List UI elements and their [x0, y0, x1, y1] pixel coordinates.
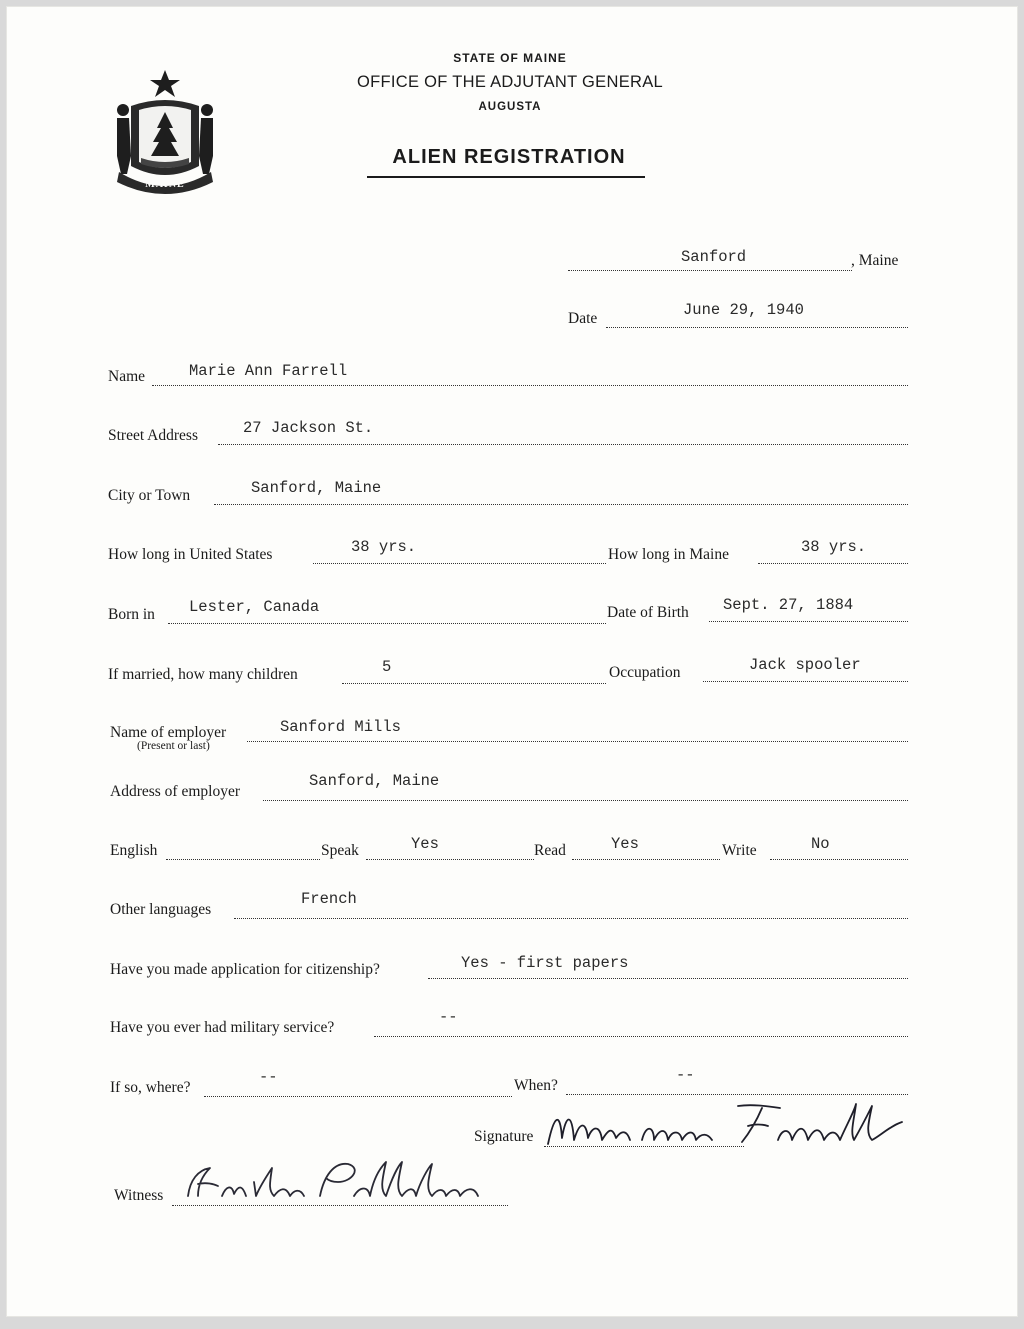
employer-value: Sanford Mills	[280, 718, 401, 736]
children-value: 5	[382, 658, 392, 676]
when-label: When?	[514, 1077, 558, 1094]
city-label: City or Town	[108, 487, 191, 504]
military-label: Have you ever had military service?	[110, 1019, 335, 1036]
city-heading: AUGUSTA	[478, 101, 542, 113]
date-value: June 29, 1940	[683, 301, 804, 319]
occupation-value: Jack spooler	[749, 656, 861, 674]
occupation-label: Occupation	[609, 664, 681, 681]
citizenship-value: Yes - first papers	[461, 954, 629, 972]
place-line	[568, 270, 852, 271]
witness-label: Witness	[114, 1187, 164, 1204]
speak-label: Speak	[321, 842, 359, 859]
signature-line	[544, 1146, 744, 1147]
when-value: --	[676, 1066, 695, 1084]
street-address-label: Street Address	[108, 427, 198, 444]
place-value: Sanford	[681, 248, 747, 266]
speak-line	[366, 859, 534, 860]
title-underline	[367, 176, 645, 178]
where-value: --	[259, 1068, 278, 1086]
name-value: Marie Ann Farrell	[189, 362, 348, 380]
other-languages-value: French	[301, 890, 357, 908]
office-heading: OFFICE OF THE ADJUTANT GENERAL	[356, 73, 664, 91]
signature-label: Signature	[474, 1128, 534, 1145]
state-seal-icon	[109, 66, 221, 194]
children-line	[342, 683, 606, 684]
citizenship-line	[428, 978, 908, 979]
name-label: Name	[108, 368, 146, 385]
how-long-us-value: 38 yrs.	[351, 538, 417, 556]
military-line	[374, 1036, 908, 1037]
employer-address-value: Sanford, Maine	[309, 772, 440, 790]
city-line	[214, 504, 908, 505]
witness-handwriting	[176, 1152, 516, 1206]
write-label: Write	[722, 842, 757, 859]
how-long-us-line	[313, 563, 606, 564]
other-languages-line	[234, 918, 908, 919]
employer-line	[247, 741, 908, 742]
born-in-line	[168, 623, 606, 624]
dob-line	[709, 621, 908, 622]
read-value: Yes	[611, 835, 639, 853]
dob-value: Sept. 27, 1884	[723, 596, 854, 614]
street-address-value: 27 Jackson St.	[243, 419, 374, 437]
dob-label: Date of Birth	[607, 604, 689, 621]
form-title: ALIEN REGISTRATION	[392, 146, 626, 168]
how-long-maine-value: 38 yrs.	[801, 538, 867, 556]
employer-address-label: Address of employer	[110, 783, 240, 800]
witness-line	[172, 1205, 508, 1206]
citizenship-label: Have you made application for citizenship?	[110, 961, 380, 978]
other-languages-label: Other languages	[110, 901, 212, 918]
children-label: If married, how many children	[108, 666, 298, 683]
write-value: No	[811, 835, 830, 853]
read-label: Read	[534, 842, 566, 859]
name-line	[152, 385, 908, 386]
write-line	[770, 859, 908, 860]
seal-text: MAINE	[145, 179, 185, 190]
signature-handwriting	[542, 1096, 922, 1156]
employer-sublabel: (Present or last)	[137, 740, 210, 752]
where-label: If so, where?	[110, 1079, 191, 1096]
employer-label: Name of employer	[110, 724, 227, 741]
city-value: Sanford, Maine	[251, 479, 382, 497]
when-line	[566, 1094, 908, 1095]
date-line	[606, 327, 908, 328]
date-label: Date	[568, 310, 598, 327]
occupation-line	[703, 681, 908, 682]
speak-value: Yes	[411, 835, 439, 853]
place-suffix: , Maine	[851, 252, 899, 269]
born-in-value: Lester, Canada	[189, 598, 320, 616]
how-long-maine-line	[758, 563, 908, 564]
how-long-maine-label: How long in Maine	[608, 546, 729, 563]
how-long-us-label: How long in United States	[108, 546, 273, 563]
state-heading: STATE OF MAINE	[453, 51, 567, 65]
read-line	[572, 859, 720, 860]
military-value: --	[439, 1008, 458, 1026]
employer-address-line	[263, 800, 908, 801]
street-address-line	[218, 444, 908, 445]
english-line	[166, 859, 320, 860]
born-in-label: Born in	[108, 606, 155, 623]
where-line	[204, 1096, 512, 1097]
english-label: English	[110, 842, 158, 859]
registration-form	[6, 6, 1018, 1317]
